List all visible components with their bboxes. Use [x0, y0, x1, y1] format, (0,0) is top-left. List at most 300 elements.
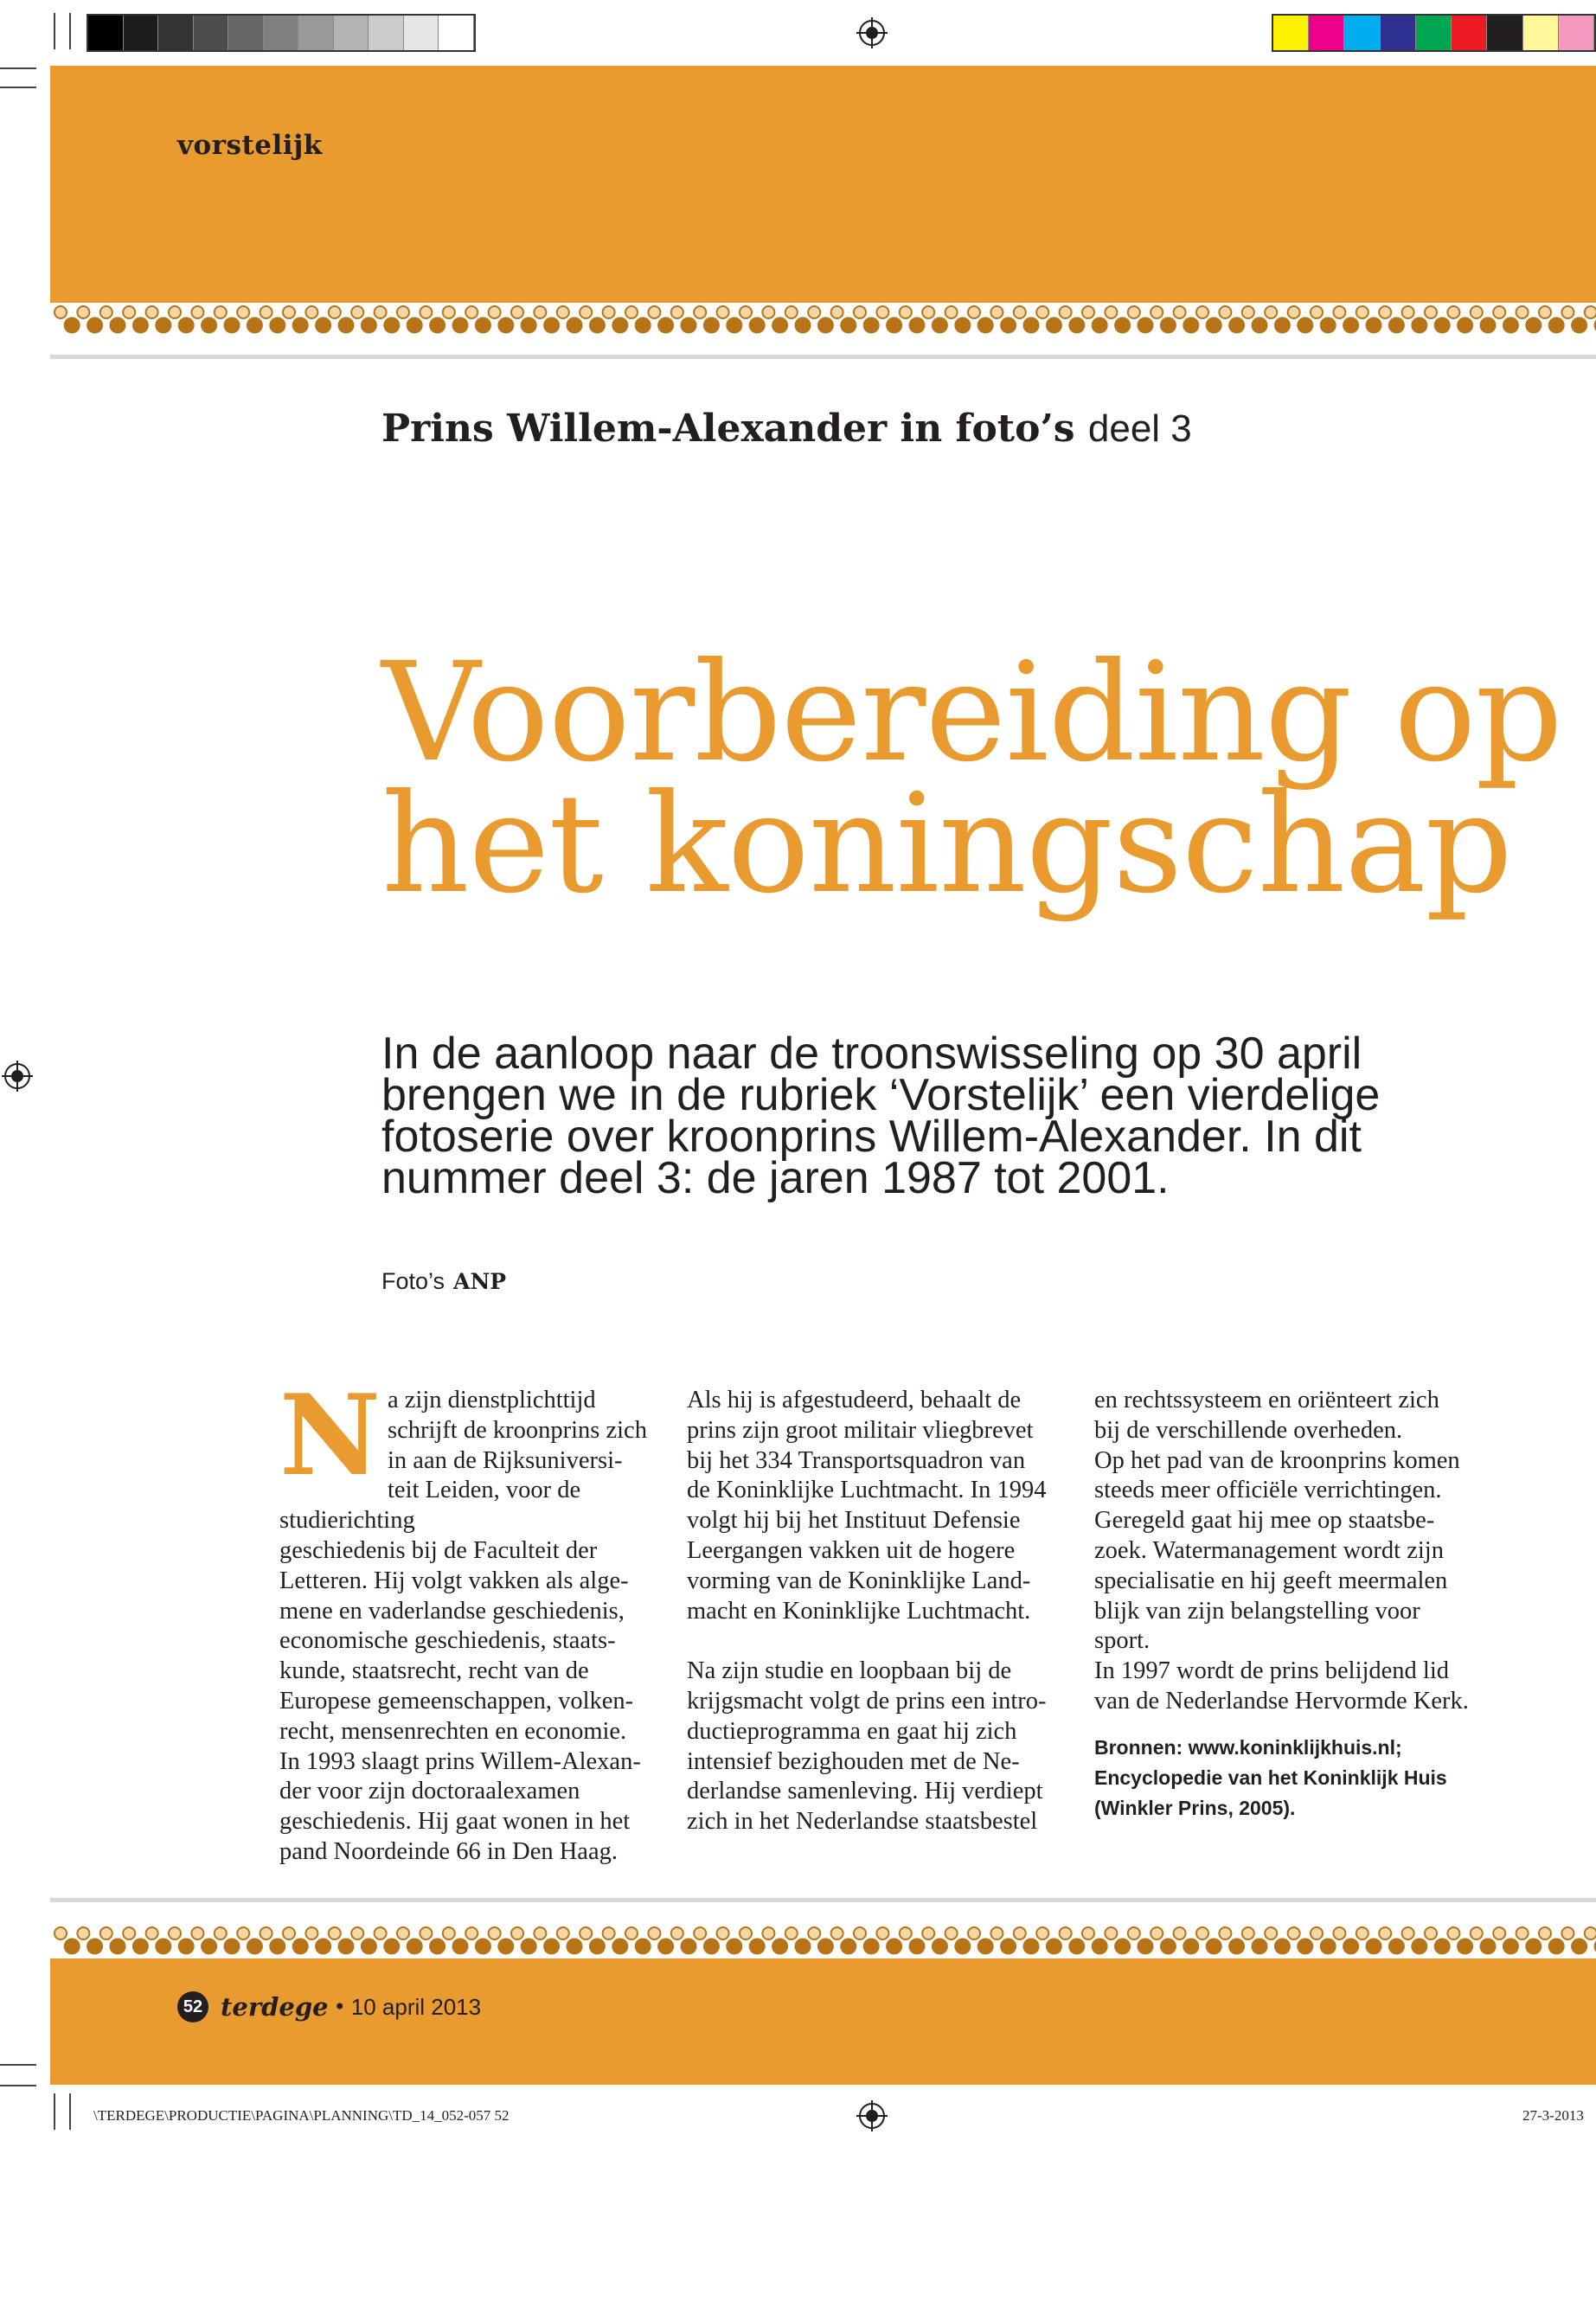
registration-mark-icon [2, 1061, 33, 1092]
border-dot [1311, 1927, 1323, 1939]
border-dot [54, 1927, 67, 1939]
border-dot [237, 306, 249, 318]
border-dot [717, 306, 729, 318]
border-dot [1525, 1939, 1542, 1955]
border-dot [886, 317, 902, 334]
border-dot [1252, 1939, 1268, 1955]
registration-mark-icon [856, 2100, 888, 2131]
border-dot [1082, 1927, 1094, 1939]
border-dot [1297, 1939, 1313, 1955]
border-dot [1252, 317, 1268, 334]
border-dot [87, 317, 103, 334]
border-dot [817, 317, 834, 334]
border-dot [1539, 1927, 1551, 1939]
border-dot [954, 1939, 971, 1955]
intro-line: fotoserie over kroonprins Willem-Alexander. In dit [381, 1112, 1362, 1162]
border-dot [1060, 306, 1072, 318]
border-dot [1320, 1939, 1336, 1955]
border-dot [1379, 1927, 1391, 1939]
border-dot [1105, 1927, 1117, 1939]
color-swatch [158, 16, 194, 50]
series-part: deel 3 [1087, 407, 1192, 450]
border-dot [945, 1927, 958, 1939]
article-line: In 1997 wordt de prins belijdend lid [1094, 1657, 1450, 1685]
article-line: van de Nederlandse Hervormde Kerk. [1094, 1687, 1469, 1715]
border-dot [1343, 1939, 1359, 1955]
color-swatch [88, 16, 124, 50]
border-dot [1265, 1927, 1277, 1939]
border-dot [1092, 317, 1108, 334]
border-dot [1183, 1939, 1199, 1955]
header-band [50, 66, 1596, 303]
article-line: Letteren. Hij volgt vakken als alge- [279, 1567, 629, 1594]
border-dot [269, 317, 285, 334]
headline-line: het koningschap [381, 765, 1512, 924]
border-dot [1242, 1927, 1254, 1939]
color-swatch [404, 16, 439, 50]
border-dot [740, 306, 752, 318]
border-dot [361, 317, 377, 334]
border-dot [1036, 1927, 1048, 1939]
border-dot [338, 317, 355, 334]
border-dot [511, 306, 523, 318]
border-dot [1539, 306, 1551, 318]
border-dot [648, 306, 660, 318]
crop-mark [54, 13, 55, 49]
border-dot [1114, 1939, 1131, 1955]
photo-credit-source: ANP [453, 1269, 507, 1294]
crop-mark [69, 2093, 71, 2130]
issue-date: 10 april 2013 [350, 1993, 482, 2020]
article-line: Als hij is afgestudeerd, behaalt de [687, 1387, 1022, 1413]
color-swatch [1416, 16, 1452, 50]
series-name: Prins Willem-Alexander in foto’s [381, 407, 1075, 451]
border-dot [1206, 317, 1222, 334]
border-dot [1411, 1939, 1427, 1955]
footer-rule [50, 1898, 1596, 1902]
article-column-1 [279, 1371, 660, 1868]
border-dot [1434, 1939, 1451, 1955]
article-line: de Koninklijke Luchtmacht. In 1994 [687, 1477, 1047, 1504]
grey-color-bar [87, 14, 476, 52]
color-swatch [1523, 16, 1559, 50]
intro-line: In de aanloop naar de troonswisseling op 30 april [381, 1029, 1362, 1079]
color-swatch [1309, 16, 1344, 50]
article-line: in aan de Rijksuniversi- [388, 1446, 623, 1474]
border-dot [1219, 306, 1231, 318]
border-dot [1548, 1939, 1565, 1955]
border-dot [1525, 317, 1542, 334]
article-line: Na zijn studie en loopbaan bij de [687, 1657, 1012, 1685]
article-line: recht, mensenrechten en economie. [279, 1717, 627, 1745]
border-dot [876, 1927, 888, 1939]
border-dot [1297, 317, 1313, 334]
border-dot [1471, 1927, 1483, 1939]
dotted-border [50, 1922, 1596, 1960]
border-dot [817, 1939, 834, 1955]
border-dot [977, 317, 994, 334]
border-dot [497, 1939, 514, 1955]
series-title [381, 407, 1192, 451]
border-dot [1036, 306, 1048, 318]
border-dot [407, 1939, 423, 1955]
border-dot [1151, 1927, 1163, 1939]
border-dot [1585, 306, 1596, 318]
header-rule [50, 355, 1596, 359]
border-dot [1571, 1939, 1587, 1955]
border-dot [178, 1939, 195, 1955]
dotted-border [50, 301, 1596, 339]
color-swatch [1344, 16, 1380, 50]
border-dot [215, 306, 227, 318]
border-dot [534, 1927, 546, 1939]
border-dot [283, 1927, 295, 1939]
color-swatch [334, 16, 369, 50]
border-dot [1402, 306, 1414, 318]
border-dot [110, 317, 126, 334]
border-dot [1014, 306, 1026, 318]
border-dot [749, 317, 766, 334]
border-dot [1333, 306, 1345, 318]
border-dot [990, 306, 1003, 318]
border-dot [429, 1939, 445, 1955]
border-dot [1366, 317, 1382, 334]
border-dot [292, 317, 309, 334]
border-dot [123, 1927, 135, 1939]
border-dot [191, 1927, 203, 1939]
border-dot [1160, 1939, 1176, 1955]
border-dot [543, 317, 560, 334]
article-line: Encyclopedie van het Koninklijk Huis [1094, 1766, 1447, 1789]
border-dot [1480, 317, 1497, 334]
border-dot [990, 1927, 1003, 1939]
border-dot [1092, 1939, 1108, 1955]
border-dot [155, 317, 171, 334]
border-dot [169, 306, 181, 318]
article-line: In 1993 slaagt prins Willem-Alexan- [279, 1747, 641, 1775]
border-dot [54, 306, 67, 318]
headline [381, 633, 1575, 924]
article-line: ductieprogramma en gaat hij zich [687, 1717, 1017, 1745]
border-dot [1493, 306, 1505, 318]
border-dot [909, 1939, 926, 1955]
border-dot [1023, 1939, 1040, 1955]
intro-line: brengen we in de rubriek ‘Vorstelijk’ een vierdelige [381, 1070, 1381, 1120]
border-dot [146, 306, 158, 318]
border-dot [589, 317, 606, 334]
border-dot [580, 1927, 592, 1939]
border-dot [1493, 1927, 1505, 1939]
border-dot [681, 1939, 697, 1955]
article-line: geschiedenis. Hij gaat wonen in het [279, 1808, 631, 1836]
border-dot [329, 306, 341, 318]
border-dot [1548, 317, 1565, 334]
border-dot [840, 1939, 856, 1955]
border-dot [247, 317, 263, 334]
article-line: volgt hij bij het Instituut Defensie [687, 1507, 1021, 1535]
section-label: vorstelijk [177, 130, 323, 161]
border-dot [1447, 306, 1459, 318]
article-line: der voor zijn doctoraalexamen [279, 1778, 580, 1805]
border-dot [383, 1939, 400, 1955]
border-dot [1411, 317, 1427, 334]
border-dot [1128, 306, 1140, 318]
article-line: zich in het Nederlandse staatsbestel [687, 1808, 1038, 1836]
border-dot [945, 306, 958, 318]
border-dot [808, 1927, 820, 1939]
border-dot [671, 306, 683, 318]
border-dot [247, 1939, 263, 1955]
border-dot [397, 1927, 409, 1939]
border-dot [237, 1927, 249, 1939]
border-dot [443, 1927, 455, 1939]
article-column-2 [687, 1386, 1067, 1837]
border-dot [1196, 306, 1208, 318]
crop-mark [69, 13, 71, 49]
border-dot [772, 317, 788, 334]
border-dot [612, 317, 628, 334]
border-dot [1388, 1939, 1405, 1955]
border-dot [489, 1927, 501, 1939]
border-dot [1183, 317, 1199, 334]
border-dot [694, 306, 706, 318]
border-dot [808, 306, 820, 318]
photo-credit [381, 1268, 506, 1295]
border-dot [511, 1927, 523, 1939]
border-dot [625, 1927, 638, 1939]
border-dot [100, 1927, 112, 1939]
drop-cap: N [279, 1371, 381, 1501]
article-line: bij het 334 Transportsquadron van [687, 1446, 1026, 1474]
border-dot [1128, 1927, 1140, 1939]
crop-mark [0, 67, 36, 69]
border-dot [1046, 317, 1062, 334]
border-dot [932, 1939, 948, 1955]
border-dot [625, 306, 638, 318]
crop-mark [0, 87, 36, 88]
color-swatch [228, 16, 264, 50]
border-dot [1516, 1927, 1529, 1939]
article-line: en rechtssysteem en oriënteert zich [1094, 1387, 1439, 1413]
border-dot [854, 306, 866, 318]
crop-mark [54, 2093, 55, 2130]
paragraph-gap [687, 1626, 1067, 1657]
border-dot [1503, 317, 1519, 334]
border-dot [1561, 306, 1574, 318]
border-dot [863, 1939, 880, 1955]
border-dot [420, 1927, 432, 1939]
border-dot [383, 317, 400, 334]
border-dot [1333, 1927, 1345, 1939]
border-dot [1138, 317, 1154, 334]
border-dot [954, 317, 971, 334]
border-dot [635, 317, 651, 334]
article-line: specialisatie en hij geeft meermalen [1094, 1567, 1448, 1594]
border-dot [567, 1939, 583, 1955]
border-dot [922, 306, 934, 318]
border-dot [886, 1939, 902, 1955]
border-dot [1379, 306, 1391, 318]
photo-credit-label: Foto’s [381, 1268, 445, 1294]
border-dot [329, 1927, 341, 1939]
border-dot [795, 317, 811, 334]
border-dot [521, 317, 537, 334]
border-dot [132, 1939, 149, 1955]
border-dot [375, 306, 387, 318]
border-dot [785, 1927, 798, 1939]
border-dot [694, 1927, 706, 1939]
border-dot [1457, 317, 1473, 334]
border-dot [1402, 1927, 1414, 1939]
border-dot [475, 1939, 491, 1955]
crop-mark [0, 2085, 36, 2086]
border-dot [215, 1927, 227, 1939]
article-line: prins zijn groot militair vliegbrevet [687, 1416, 1034, 1444]
border-dot [1228, 1939, 1245, 1955]
border-dot [397, 306, 409, 318]
magazine-logo: terdege [221, 1992, 329, 2022]
border-dot [1014, 1927, 1026, 1939]
border-dot [1151, 306, 1163, 318]
article-line: krijgsmacht volgt de prins een intro- [687, 1687, 1047, 1715]
border-dot [1311, 306, 1323, 318]
border-dot [932, 317, 948, 334]
border-dot [1023, 317, 1040, 334]
intro-line: nummer deel 3: de jaren 1987 tot 2001. [381, 1153, 1170, 1203]
border-dot [1000, 1939, 1016, 1955]
border-dot [1288, 1927, 1300, 1939]
border-dot [603, 1927, 615, 1939]
intro-paragraph [381, 1029, 1471, 1203]
color-swatch [124, 16, 159, 50]
border-dot [1242, 306, 1254, 318]
border-dot [772, 1939, 788, 1955]
border-dot [1366, 1939, 1382, 1955]
border-dot [1160, 317, 1176, 334]
border-dot [260, 1927, 272, 1939]
border-dot [77, 306, 89, 318]
border-dot [863, 317, 880, 334]
border-dot [1447, 1927, 1459, 1939]
border-dot [361, 1939, 377, 1955]
border-dot [452, 317, 469, 334]
border-dot [968, 1927, 980, 1939]
headline-line: Voorbereiding op [381, 633, 1562, 792]
border-dot [900, 306, 912, 318]
color-swatch [1381, 16, 1416, 50]
border-dot [785, 306, 798, 318]
border-dot [726, 317, 742, 334]
article-line: sport. [1094, 1627, 1151, 1655]
border-dot [1356, 306, 1368, 318]
border-dot [269, 1939, 285, 1955]
article-line: vorming van de Koninklijke Land- [687, 1567, 1031, 1594]
border-dot [1571, 317, 1587, 334]
border-dot [87, 1939, 103, 1955]
border-dot [1174, 1927, 1186, 1939]
color-swatch [298, 16, 334, 50]
border-dot [876, 306, 888, 318]
border-dot [201, 1939, 217, 1955]
border-dot [452, 1939, 469, 1955]
color-swatch [264, 16, 299, 50]
border-dot [292, 1939, 309, 1955]
folio [177, 1991, 481, 2022]
border-dot [831, 306, 843, 318]
folio-separator: • [333, 1995, 346, 2019]
color-swatch [1487, 16, 1522, 50]
color-swatch [369, 16, 404, 50]
border-dot [475, 317, 491, 334]
border-dot [612, 1939, 628, 1955]
border-dot [1105, 306, 1117, 318]
border-dot [375, 1927, 387, 1939]
border-dot [201, 317, 217, 334]
border-dot [603, 306, 615, 318]
border-dot [1516, 306, 1529, 318]
border-dot [224, 1939, 240, 1955]
border-dot [110, 1939, 126, 1955]
print-slug-path: \TERDEGE\PRODUCTIE\PAGINA\PLANNING\TD_14_052-057 52 [93, 2107, 510, 2124]
border-dot [521, 1939, 537, 1955]
article-line: blijk van zijn belangstelling voor [1094, 1597, 1420, 1625]
article-line: teit Leiden, voor de studierichting [279, 1477, 581, 1535]
article-line: Europese gemeenschappen, volken- [279, 1687, 634, 1715]
border-dot [580, 306, 592, 318]
border-dot [1206, 1939, 1222, 1955]
border-dot [429, 317, 445, 334]
border-dot [657, 317, 674, 334]
border-dot [1343, 317, 1359, 334]
border-dot [465, 306, 478, 318]
border-dot [489, 306, 501, 318]
border-dot [178, 317, 195, 334]
border-dot [648, 1927, 660, 1939]
article-line: derlandse samenleving. Hij verdiept [687, 1778, 1043, 1805]
border-dot [671, 1927, 683, 1939]
article-line: macht en Koninklijke Luchtmacht. [687, 1597, 1031, 1625]
border-dot [589, 1939, 606, 1955]
article-line: steeds meer officiële verrichtingen. [1094, 1477, 1442, 1504]
article-line: Geregeld gaat hij mee op staatsbe- [1094, 1507, 1435, 1535]
border-dot [1425, 1927, 1437, 1939]
border-dot [1480, 1939, 1497, 1955]
border-dot [795, 1939, 811, 1955]
border-dot [305, 1927, 317, 1939]
border-dot [123, 306, 135, 318]
crop-mark [0, 2064, 36, 2066]
border-dot [1196, 1927, 1208, 1939]
article-line: mene en vaderlandse geschiedenis, [279, 1597, 625, 1625]
page-number: 52 [177, 1991, 208, 2022]
border-dot [657, 1939, 674, 1955]
article-line: kunde, staatsrecht, recht van de [279, 1657, 589, 1685]
article-column-3 [1094, 1386, 1475, 1823]
border-dot [1471, 306, 1483, 318]
border-dot [351, 306, 363, 318]
border-dot [762, 306, 774, 318]
print-slug-date: 27-3-2013 [1522, 2107, 1584, 2124]
article-line: a zijn dienstplichttijd [388, 1387, 596, 1413]
border-dot [534, 306, 546, 318]
article-line: bij de verschillende overheden. [1094, 1416, 1403, 1444]
border-dot [1561, 1927, 1574, 1939]
border-dot [968, 306, 980, 318]
border-dot [681, 317, 697, 334]
border-dot [1068, 1939, 1085, 1955]
border-dot [543, 1939, 560, 1955]
border-dot [762, 1927, 774, 1939]
